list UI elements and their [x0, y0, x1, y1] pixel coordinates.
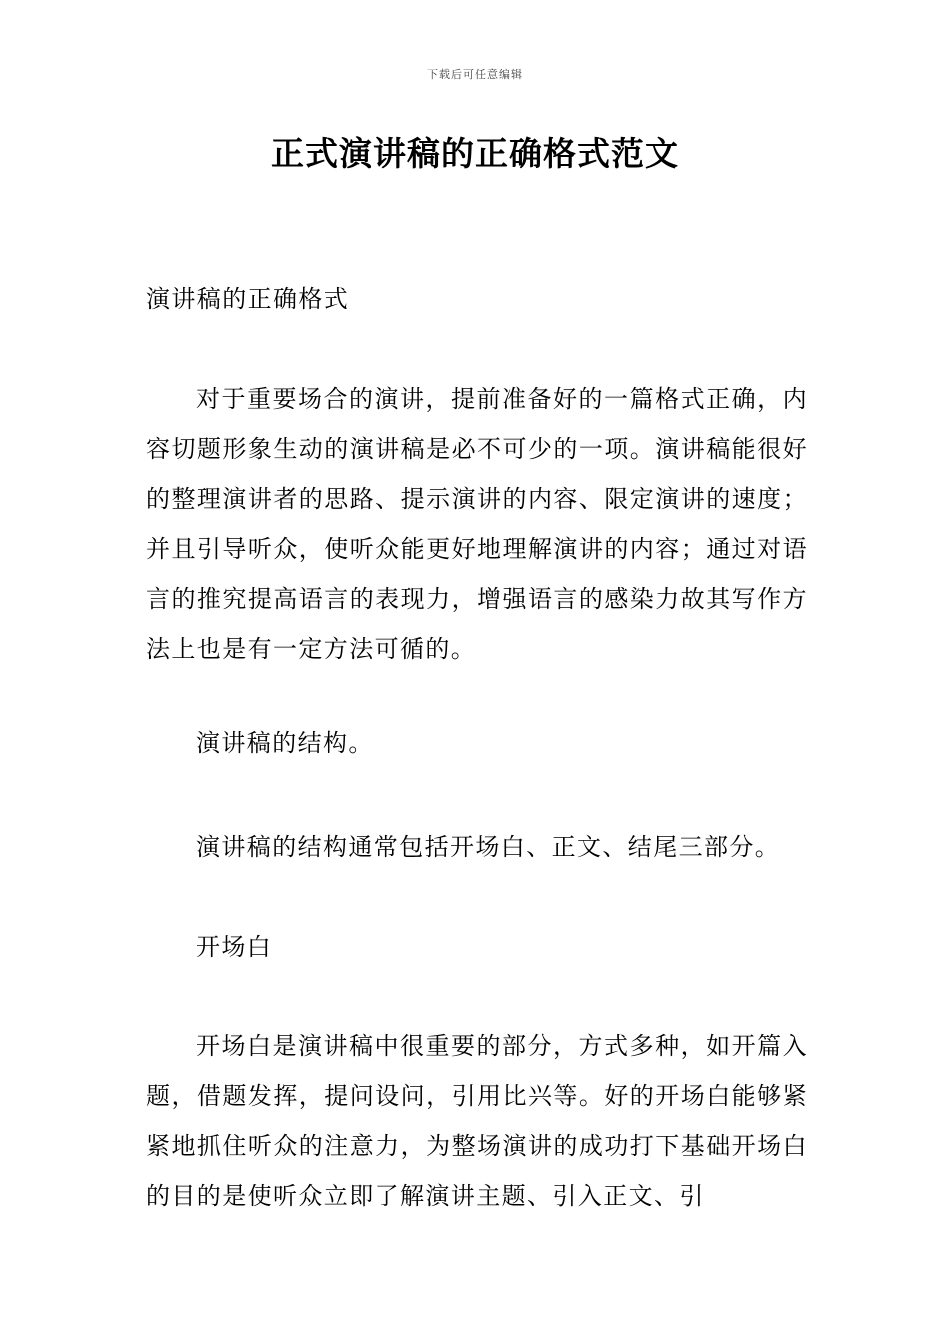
paragraph-opening [146, 1021, 808, 1221]
paragraph-text: 开场白是演讲稿中很重要的部分，方式多种，如开篇入题，借题发挥，提问设问，引用比兴等。好的开场白能够紧紧地抓住听众的注意力，为整场演讲的成功打下基础开场白的目的是使听众立即了解演讲主题、引入正文、引 [146, 1032, 808, 1210]
paragraph-structure [146, 822, 808, 872]
section-heading: 演讲稿的正确格式 [146, 285, 350, 313]
paragraph-text: 演讲稿的结构。 [196, 729, 374, 757]
document-title: 正式演讲稿的正确格式范文 [271, 134, 679, 173]
paragraph-text: 演讲稿的结构通常包括开场白、正文、结尾三部分。 [196, 833, 781, 861]
paragraph-text: 对于重要场合的演讲，提前准备好的一篇格式正确，内容切题形象生动的演讲稿是必不可少的一项。演讲稿能很好的整理演讲者的思路、提示演讲的内容、限定演讲的速度；并且引导听众，使听众能更好地理解演讲的内容；通过对语言的推究提高语言的表现力，增强语言的感染力故其写作方法上也是有一定方法可循的。 [146, 385, 808, 663]
paragraph-intro [146, 374, 808, 674]
paragraph-structure-heading [146, 718, 808, 768]
header-note: 下载后可任意编辑 [427, 68, 523, 81]
paragraph-opening-heading [146, 922, 808, 972]
paragraph-text: 开场白 [196, 933, 273, 961]
